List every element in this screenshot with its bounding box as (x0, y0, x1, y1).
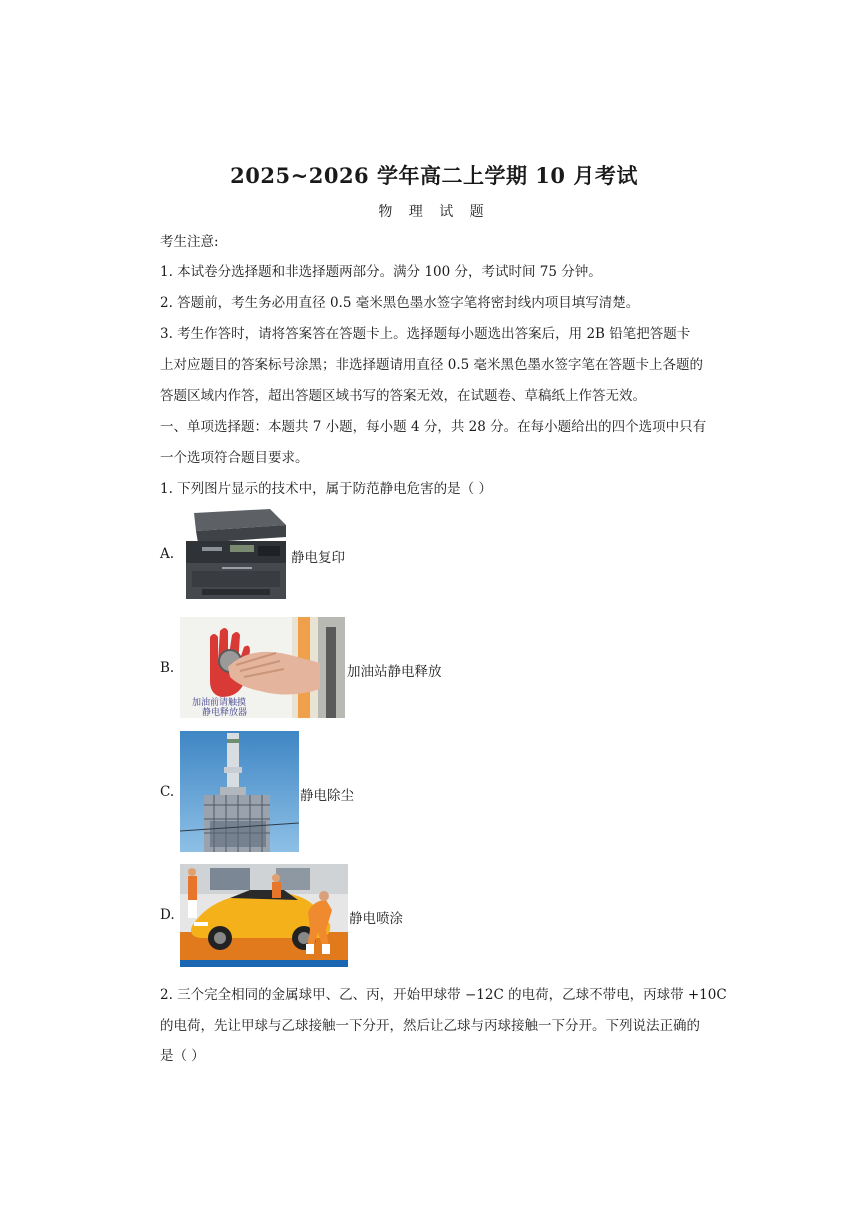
printer-photo-icon (182, 505, 290, 602)
option-c-letter: C. (160, 784, 175, 800)
question-2-stem: 2. 三个完全相同的金属球甲、乙、丙，开始甲球带 −12C 的电荷，乙球不带电，丙球带 +10C (160, 987, 727, 1003)
option-a-letter: A. (160, 546, 175, 562)
static-release-hand-photo-icon (180, 617, 345, 718)
sign-text-line-1: 加油前请触摸 (192, 698, 247, 708)
section-heading: 一、单项选择题：本题共 7 小题，每小题 4 分，共 28 分。在每小题给出的四个选项中只有 (160, 419, 707, 435)
notice-line: 1. 本试卷分选择题和非选择题两部分。满分 100 分，考试时间 75 分钟。 (160, 264, 602, 280)
option-d-caption: 静电喷涂 (349, 911, 403, 927)
car-spray-painting-photo-icon (180, 864, 348, 967)
question-1-stem: 1. 下列图片显示的技术中，属于防范静电危害的是（ ） (160, 481, 492, 497)
exam-title: 2025~2026 学年高二上学期 10 月考试 (230, 163, 638, 188)
exam-subtitle: 物 理 试 题 (378, 204, 490, 220)
option-a-caption: 静电复印 (291, 550, 345, 566)
option-d-letter: D. (160, 907, 175, 923)
notice-line: 答题区域内作答，超出答题区域书写的答案无效，在试题卷、草稿纸上作答无效。 (160, 388, 646, 404)
option-c-caption: 静电除尘 (300, 788, 354, 804)
notice-heading: 考生注意: (160, 234, 219, 250)
section-heading: 一个选项符合题目要求。 (160, 450, 309, 466)
notice-line: 3. 考生作答时，请将答案答在答题卡上。选择题每小题选出答案后，用 2B 铅笔把答题卡 (160, 326, 691, 342)
dust-precipitator-chimney-photo-icon (180, 731, 299, 852)
option-b-caption: 加油站静电释放 (347, 664, 442, 680)
sign-text-line-2: 静电释放器 (202, 708, 248, 718)
question-2-stem: 的电荷，先让甲球与乙球接触一下分开，然后让乙球与丙球接触一下分开。下列说法正确的 (160, 1018, 700, 1034)
notice-line: 2. 答题前，考生务必用直径 0.5 毫米黑色墨水签字笔将密封线内项目填写清楚。 (160, 295, 640, 311)
option-b-letter: B. (160, 660, 175, 676)
notice-line: 上对应题目的答案标号涂黑；非选择题请用直径 0.5 毫米黑色墨水签字笔在答题卡上各题的 (160, 357, 704, 373)
question-2-stem: 是（ ） (160, 1048, 205, 1064)
